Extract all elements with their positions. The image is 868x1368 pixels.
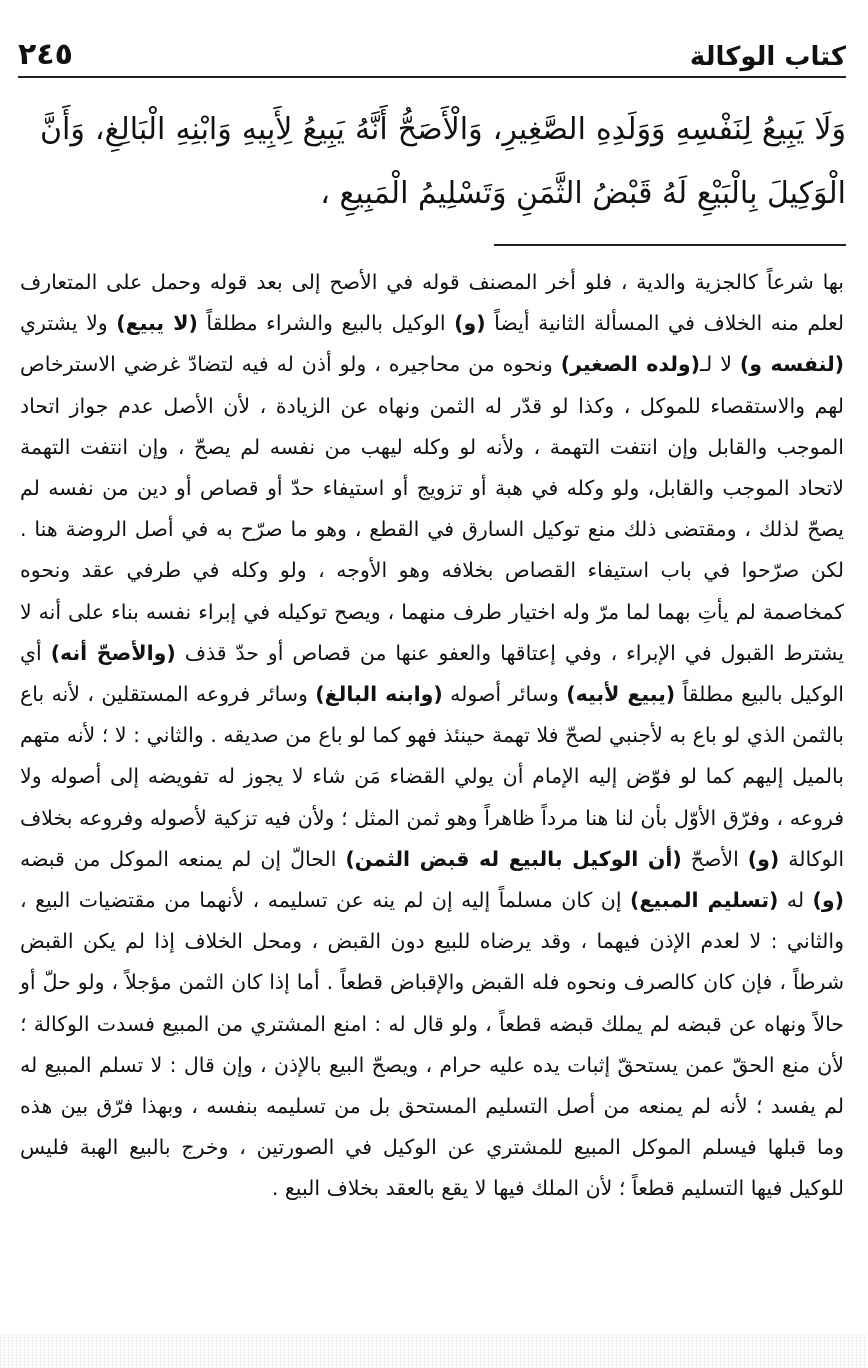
- commentary-segment: الأصحّ: [681, 846, 748, 871]
- matn-quote: (وابنه البالغ): [315, 682, 443, 707]
- matn-quote: (والأصحّ أنه): [50, 640, 176, 665]
- commentary-segment: بها شرعاً كالجزية والدية ، فلو أخر المصنف قوله في الأصح إلى بعد قوله وحمل على المتعارف لعلم منه الخلاف في المسألة الثانية أيضاً: [20, 270, 844, 336]
- matn-quote: (و): [812, 888, 845, 913]
- commentary-segment: أي الوكيل بالبيع مطلقاً: [20, 640, 845, 707]
- page-header: [18, 30, 846, 78]
- matn-quote: (و): [454, 311, 486, 336]
- matn-text: وَلَا يَبِيعُ لِنَفْسِهِ وَوَلَدِهِ الصَّغِيرِ، وَالْأَصَحُّ أَنَّهُ يَبِيعُ لِأَبِيهِ وَابْنِهِ الْبَالِغِ، وَأَنَّ الْوَكِيلَ بِالْبَيْعِ لَهُ قَبْضُ الثَّمَنِ وَتَسْلِيمُ الْمَبِيعِ ،: [40, 112, 846, 211]
- matn-quote: (لنفسه و): [739, 352, 845, 377]
- matn-quote: (يبيع لأبيه): [566, 682, 676, 707]
- matn-quote: (أن الوكيل بالبيع له قبض الثمن): [345, 846, 682, 871]
- commentary-segment: لا لـ: [700, 352, 740, 377]
- commentary-text: [20, 262, 844, 1210]
- commentary-segment: له: [778, 888, 813, 913]
- matn-quote: (تسليم المبيع): [630, 888, 779, 913]
- running-title: كتاب الوكالة: [689, 42, 846, 72]
- scan-noise: [0, 1334, 868, 1368]
- section-divider: [494, 244, 846, 246]
- commentary-segment: إن كان مسلماً إليه إن لم ينه عن تسليمه ، لأنهما من مقتضيات البيع ، والثاني : لا لعدم الإذن فيهما ، وقد يرضاه للبيع دون القبض ، ومحل الخلاف إذا لم يكن القبض شرطاً ، فإن كان كالصرف ونحوه فله القبض والإقباض قطعاً . أما إذا كان الثمن مؤجلاً ، ولو حلّ أو حالاً ونهاه عن قبضه لم يملك قبضه قطعاً ، ولو قال له : امنع المشتري من المبيع فسدت الوكالة ؛ لأن منع الحقّ عمن يستحقّ إثبات يده عليه حرام ، ويصحّ البيع بالإذن ، وإن قال : لا تسلم المبيع له لم يفسد ؛ لأنه لم يمنعه من أصل التسليم المستحق بل من تسليمه بنفسه ، وبهذا فرّق بين هذه وما قبلها فيسلم الموكل المبيع للمشتري عن الوكيل في الصورتين ، وخرج بالبيع الهبة فليس للوكيل فيها التسليم قطعاً ؛ لأن الملك فيها لا يقع بالعقد بخلاف البيع .: [20, 888, 844, 1201]
- commentary-segment: ونحوه من محاجيره ، ولو أذن له فيه لتضادّ غرضي الاسترخاص لهم والاستقصاء للموكل ، وكذا لو قدّر له الثمن ونهاه عن الزيادة ، لأن الأصل عدم جواز اتحاد الموجب والقابل وإن انتفت التهمة ، ولأنه لو وكله ليهب من نفسه لم يصحّ ، وإن انتفت التهمة لاتحاد الموجب والقابل، ولو وكله في هبة أو تزويج أو استيفاء حدّ أو قصاص أو دين من نفسه لم يصحّ لذلك ، ومقتضى ذلك منع توكيل السارق في القطع ، وهو ما صرّح به في أصل الروضة هنا . لكن صرّحوا في باب استيفاء القصاص بخلافه وهو الأوجه ، ولو وكله في طرفي عقد ونحوه كمخاصمة لم يأتِ بهما لما مرّ وله اختيار طرف منهما ، ويصح توكيله في إبراء نفسه بناء على أنه لا يشترط القبول في الإبراء ، وفي إعتاقها والعفو عنها من قصاص أو حدّ قذف: [20, 352, 844, 665]
- commentary-segment: الحالّ إن لم يمنعه الموكل من قبضه: [20, 846, 346, 871]
- commentary-segment: الوكيل بالبيع والشراء مطلقاً: [197, 311, 455, 336]
- matn-quote: (ولده الصغير): [560, 352, 701, 377]
- commentary-segment: وسائر أصوله: [442, 682, 567, 707]
- page-number: ٢٤٥: [18, 37, 73, 72]
- matn-quote: (لا يبيع): [116, 311, 198, 336]
- commentary-segment: ولا يشتري: [20, 311, 117, 336]
- matn-quote: (و): [747, 846, 780, 871]
- commentary-paragraph: [20, 262, 844, 1210]
- commentary-segment: وسائر فروعه المستقلين ، لأنه باع بالثمن الذي لو باع به لأجنبي لصحّ فلا تهمة حينئذ فهو كما لو باع من صديقه . والثاني : لا ؛ لأنه متهم بالميل إليهم كما لو فوّض إليه الإمام أن يولي القضاء مَن شاء لا يجوز له تفويضه إلى أصوله ولا فروعه ، وفرّق الأوّل بأن لنا هنا مرداً ظاهراً وهو ثمن المثل ؛ ولأن فيه تزكية لأصوله وفروعه بخلاف الوكالة: [20, 682, 845, 871]
